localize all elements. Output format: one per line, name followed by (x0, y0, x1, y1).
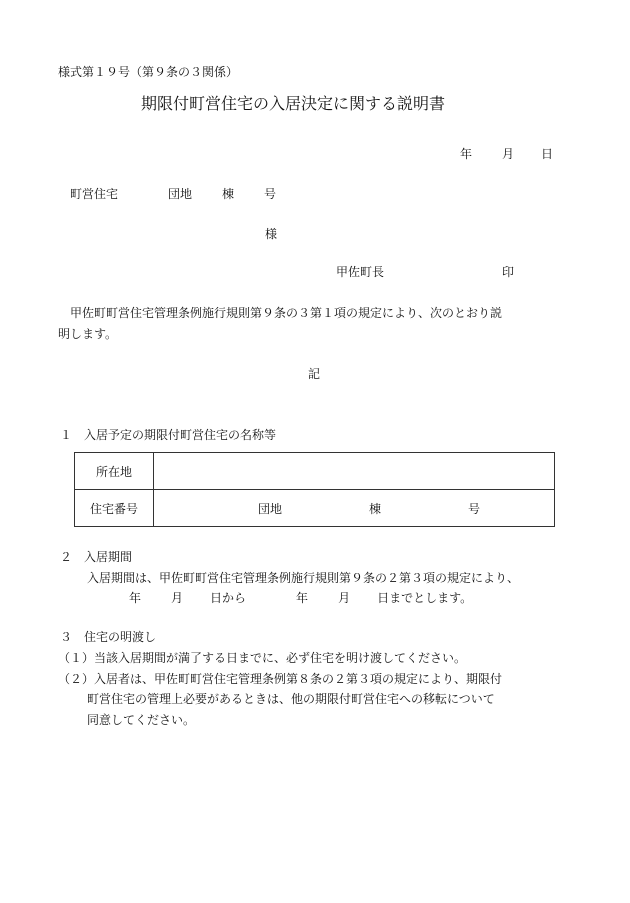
section3-item-1: （１）当該入居期間が満了する日までに、必ず住宅を明け渡してください。 (58, 651, 467, 665)
table-tou: 棟 (369, 502, 382, 516)
ki-heading: 記 (308, 367, 321, 381)
intro-line-2: 明します。 (58, 327, 118, 341)
section2-heading: ２ 入居期間 (60, 550, 133, 564)
section3-heading: ３ 住宅の明渡し (60, 630, 157, 644)
section2-line-1: 入居期間は、甲佐町町営住宅管理条例施行規則第９条の２第３項の規定により、 (87, 571, 520, 585)
house-number-value (154, 490, 555, 527)
date-year: 年 (460, 147, 473, 161)
form-number: 様式第１９号（第９条の３関係） (58, 65, 239, 79)
intro-line-1: 甲佐町町営住宅管理条例施行規則第９条の３第１項の規定により、次のとおり説 (70, 306, 503, 320)
address-prefix: 町営住宅 (70, 187, 119, 201)
section1-heading: １ 入居予定の期限付町営住宅の名称等 (60, 428, 277, 442)
table-gou: 号 (468, 502, 481, 516)
address-gou: 号 (264, 187, 277, 201)
table-danchi: 団地 (258, 502, 283, 516)
date-day: 日 (541, 147, 554, 161)
from-day: 日から (210, 591, 247, 605)
seal-mark: 印 (502, 265, 515, 279)
house-number-label: 住宅番号 (75, 490, 154, 527)
from-month: 月 (171, 591, 184, 605)
date-line (460, 146, 553, 162)
location-value (154, 453, 555, 490)
section3-item-2-line-1: （２）入居者は、甲佐町町営住宅管理条例第８条の２第３項の規定により、期限付 (58, 672, 503, 686)
address-line (70, 186, 276, 202)
date-month: 月 (502, 147, 515, 161)
issuer-line (336, 264, 514, 280)
housing-info-table (74, 452, 555, 527)
table-row (75, 490, 555, 527)
section3-item-2-line-2: 町営住宅の管理上必要があるときは、他の期限付町営住宅への移転について (87, 692, 495, 706)
recipient-suffix: 様 (265, 227, 278, 241)
to-year: 年 (296, 591, 309, 605)
issuer-title: 甲佐町長 (336, 265, 385, 279)
to-month: 月 (338, 591, 351, 605)
document-title: 期限付町営住宅の入居決定に関する説明書 (141, 94, 446, 113)
section3-item-2-line-3: 同意してください。 (87, 713, 196, 727)
section2-period (129, 590, 472, 606)
address-tou: 棟 (222, 187, 235, 201)
address-danchi: 団地 (168, 187, 193, 201)
to-day: 日までとします。 (377, 591, 473, 605)
from-year: 年 (129, 591, 142, 605)
location-label: 所在地 (75, 453, 154, 490)
table-row (75, 453, 555, 490)
